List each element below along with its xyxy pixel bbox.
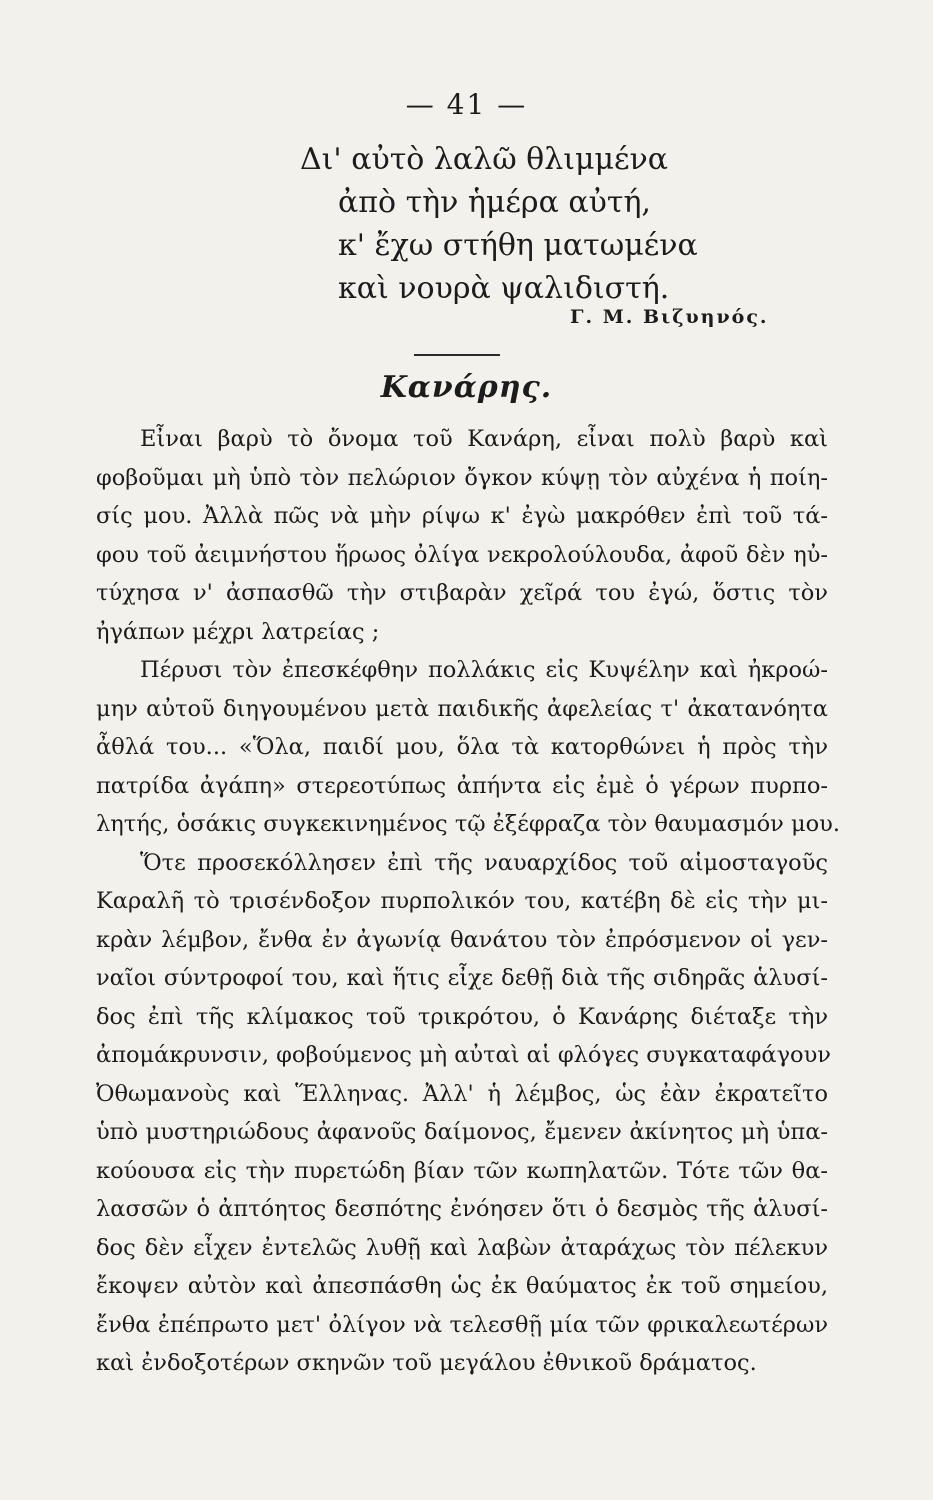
text-line: κούουσα εἰς τὴν πυρετώδη βίαν τῶν κωπηλατῶν. Τότε τῶν θα-	[96, 1157, 828, 1184]
section-title: Κανάρης.	[380, 370, 553, 405]
paragraph-2	[96, 651, 841, 844]
page-number: — 41 —	[405, 88, 528, 121]
text-line: σίς μου. Ἀλλὰ πῶς νὰ μὴν ρίψω κ' ἐγὼ μακρόθεν ἐπὶ τοῦ τά-	[96, 503, 828, 529]
text-line: ἠγάπων μέχρι λατρείας ;	[96, 618, 380, 645]
text-line: ἔκοψεν αὐτὸν καὶ ἀπεσπάσθη ὡς ἐκ θαύματος ἐκ τοῦ σημείου,	[96, 1273, 828, 1299]
paragraph-3	[96, 844, 831, 1383]
poem-attribution: Γ. Μ. Βιζυηνός.	[570, 306, 769, 328]
text-line: φου τοῦ ἀειμνήστου ἥρωος ὀλίγα νεκρολούλουδα, ἀφοῦ δὲν ηὐ-	[96, 541, 828, 568]
text-line: λασσῶν ὁ ἀπτόητος δεσπότης ἐνόησεν ὅτι ὁ δεσμὸς τῆς ἁλυσί-	[96, 1196, 828, 1222]
text-line: Εἶναι βαρὺ τὸ ὄνομα τοῦ Κανάρη, εἶναι πολὺ βαρὺ καὶ	[140, 426, 828, 452]
text-line: φοβοῦμαι μὴ ὑπὸ τὸν πελώριον ὄγκον κύψῃ τὸν αὐχένα ἡ ποίη-	[96, 464, 828, 491]
text-line: ἔνθα ἐπέπρωτο μετ' ὀλίγον νὰ τελεσθῇ μία τῶν φρικαλεωτέρων	[96, 1311, 828, 1338]
section-divider	[414, 354, 500, 356]
text-line: καὶ ἐνδοξοτέρων σκηνῶν τοῦ μεγάλου ἐθνικοῦ δράματος.	[96, 1350, 757, 1376]
text-line: κρὰν λέμβον, ἔνθα ἐν ἀγωνίᾳ θανάτου τὸν ἐπρόσμενον οἱ γεν-	[96, 926, 828, 953]
text-line: τύχησα ν' ἀσπασθῶ τὴν στιβαρὰν χεῖρά του ἐγώ, ὅστις τὸν	[96, 580, 828, 606]
text-line: δος δὲν εἶχεν ἐντελῶς λυθῇ καὶ λαβὼν ἀταράχως τὸν πέλεκυν	[96, 1234, 828, 1261]
text-line: Καραλῆ τὸ τρισένδοξον πυρπολικόν του, κατέβη δὲ εἰς τὴν μι-	[96, 888, 828, 914]
text-line: λητής, ὁσάκις συγκεκινημένος τῷ ἐξέφραζα τὸν θαυμασμόν μου.	[96, 811, 841, 837]
text-line: μην αὐτοῦ διηγουμένου μετὰ παιδικῆς ἀφελείας τ' ἀκατανόητα	[96, 695, 828, 722]
text-line: Ὀθωμανοὺς καὶ Ἕλληνας. Ἀλλ' ἡ λέμβος, ὡς ἐὰν ἐκρατεῖτο	[96, 1080, 828, 1107]
poem-line: Δι' αὐτὸ λαλῶ θλιμμένα	[300, 142, 669, 177]
poem-epigraph	[300, 138, 698, 310]
text-line: ὑπὸ μυστηριώδους ἀφανοῦς δαίμονος, ἔμενεν ἀκίνητος μὴ ὑπα-	[96, 1119, 828, 1145]
poem-line: καὶ νουρὰ ψαλιδιστή.	[338, 271, 670, 306]
paragraph-1	[96, 420, 828, 651]
poem-line: κ' ἔχω στήθη ματωμένα	[338, 228, 698, 263]
text-line: ἆθλά του... «Ὅλα, παιδί μου, ὅλα τὰ κατορθώνει ἡ πρὸς τὴν	[96, 734, 828, 760]
text-line: Ὅτε προσεκόλλησεν ἐπὶ τῆς ναυαρχίδος τοῦ αἱμοσταγοῦς	[140, 849, 828, 876]
text-line: Πέρυσι τὸν ἐπεσκέφθην πολλάκις εἰς Κυψέλην καὶ ἠκροώ-	[140, 657, 828, 683]
text-line: πατρίδα ἀγάπη» στερεοτύπως ἀπήντα εἰς ἐμὲ ὁ γέρων πυρπο-	[96, 772, 828, 799]
text-line: δος ἐπὶ τῆς κλίμακος τοῦ τρικρότου, ὁ Κανάρης διέταξε τὴν	[96, 1003, 828, 1030]
poem-line: ἀπὸ τὴν ἡμέρα αὐτή,	[338, 185, 651, 220]
article-body	[96, 420, 841, 1383]
text-line: ἀπομάκρυνσιν, φοβούμενος μὴ αὐταὶ αἱ φλόγες συγκαταφάγουν	[96, 1042, 831, 1068]
text-line: ναῖοι σύντροφοί του, καὶ ἥτις εἶχε δεθῇ διὰ τῆς σιδηρᾶς ἁλυσί-	[96, 965, 828, 991]
